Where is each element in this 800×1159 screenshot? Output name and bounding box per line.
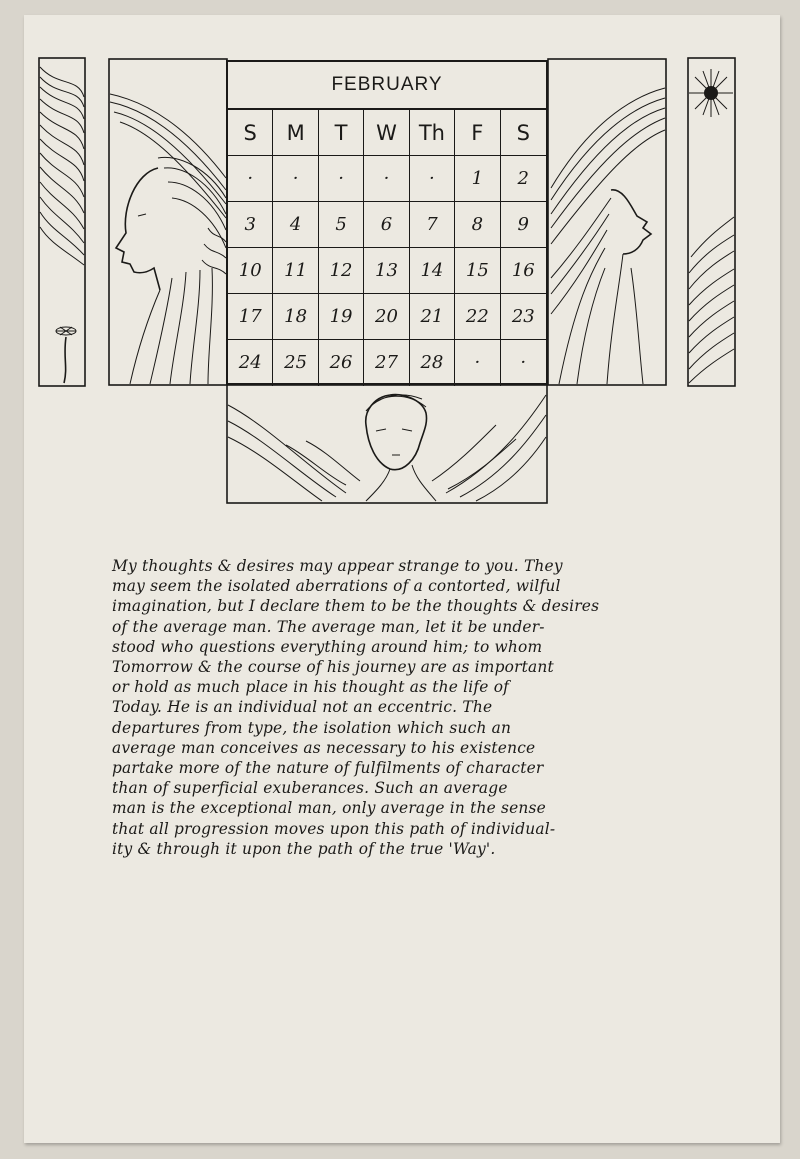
weekday-tuesday: T	[319, 110, 364, 156]
calendar-grid	[228, 110, 546, 386]
calendar-day: ·	[410, 156, 455, 202]
weekday-thursday: Th	[410, 110, 455, 156]
passage-line: Today. He is an individual not an eccentric. The	[112, 698, 493, 717]
passage-line: partake more of the nature of fulfilments of character	[112, 759, 544, 778]
weekday-friday: F	[455, 110, 500, 156]
calendar-day: 12	[319, 248, 364, 294]
passage-line: ity & through it upon the path of the true 'Way'.	[112, 839, 496, 858]
passage	[112, 556, 682, 859]
february-calendar	[226, 60, 548, 385]
month-title: FEBRUARY	[228, 62, 546, 110]
calendar-day: 5	[319, 202, 364, 248]
calendar-day: 24	[228, 340, 273, 386]
calendar-day: 2	[501, 156, 546, 202]
calendar-day: 21	[410, 294, 455, 340]
calendar-day: 16	[501, 248, 546, 294]
passage-line: average man conceives as necessary to his existence	[112, 738, 536, 757]
calendar-day: 25	[273, 340, 318, 386]
weekday-wednesday: W	[364, 110, 409, 156]
calendar-day: ·	[228, 156, 273, 202]
calendar-day: 13	[364, 248, 409, 294]
passage-line: than of superficial exuberances. Such an average	[112, 779, 508, 798]
calendar-day: ·	[455, 340, 500, 386]
calendar-day: 3	[228, 202, 273, 248]
calendar-day: ·	[319, 156, 364, 202]
left-face-illustration	[108, 58, 228, 386]
calendar-day: 15	[455, 248, 500, 294]
calendar-day: 9	[501, 202, 546, 248]
passage-line: stood who questions everything around him; to whom	[112, 637, 543, 656]
weekday-monday: M	[273, 110, 318, 156]
weekday-sunday: S	[228, 110, 273, 156]
calendar-day: 23	[501, 294, 546, 340]
calendar-day: 11	[273, 248, 318, 294]
right-strip-illustration	[687, 57, 736, 387]
calendar-day: 8	[455, 202, 500, 248]
passage-line: My thoughts & desires may appear strange to you. They	[112, 557, 563, 575]
calendar-day: 18	[273, 294, 318, 340]
calendar-day: 22	[455, 294, 500, 340]
calendar-day: 10	[228, 248, 273, 294]
calendar-day: 1	[455, 156, 500, 202]
passage-line: that all progression moves upon this path of individual-	[112, 819, 556, 838]
calendar-day: 28	[410, 340, 455, 386]
calendar-day: ·	[273, 156, 318, 202]
calendar-day: ·	[520, 352, 527, 373]
weekday-saturday: S	[501, 110, 546, 156]
passage-line: of the average man. The average man, let it be under-	[112, 617, 545, 636]
right-face-illustration	[547, 58, 667, 386]
calendar-day: 26	[319, 340, 364, 386]
flower-icon	[56, 327, 76, 383]
passage-line: imagination, but I declare them to be the thoughts & desires	[112, 597, 600, 616]
passage-line: or hold as much place in his thought as the life of	[112, 678, 510, 697]
calendar-day: 7	[410, 202, 455, 248]
sun-icon	[689, 69, 733, 117]
passage-line: may seem the isolated aberrations of a contorted, wilful	[112, 577, 561, 596]
calendar-day: 20	[364, 294, 409, 340]
calendar-day: 14	[410, 248, 455, 294]
bottom-winged-head-illustration	[226, 385, 548, 505]
passage-line: departures from type, the isolation which such an	[112, 718, 512, 737]
calendar-day: ·	[364, 156, 409, 202]
calendar-day: 27	[364, 340, 409, 386]
left-strip-illustration	[38, 57, 86, 387]
passage-line: Tomorrow & the course of his journey are as important	[112, 658, 554, 677]
calendar-day: 17	[228, 294, 273, 340]
passage-line: man is the exceptional man, only average in the sense	[112, 799, 546, 818]
calendar-day: 6	[364, 202, 409, 248]
calendar-day: 19	[319, 294, 364, 340]
calendar-day: 4	[273, 202, 318, 248]
